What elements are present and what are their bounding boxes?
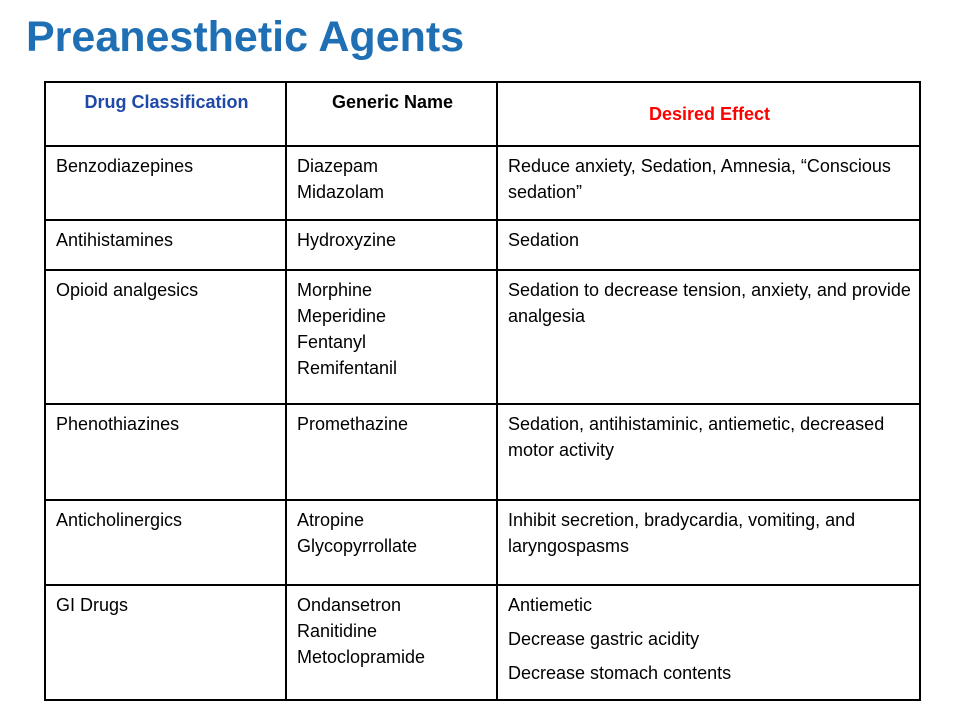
drug-classification-text: Antihistamines xyxy=(56,230,174,250)
desired-effect-cell xyxy=(497,585,920,700)
drug-classification-cell xyxy=(45,500,286,585)
header-drug-classification: Drug Classification xyxy=(45,82,286,146)
table-row xyxy=(45,500,920,585)
desired-effect-cell xyxy=(497,220,920,270)
generic-name-text: Promethazine xyxy=(297,414,409,434)
generic-name-cell xyxy=(286,500,497,585)
desired-effect-cell xyxy=(497,404,920,500)
drug-classification-cell xyxy=(45,270,286,404)
header-desired-effect: Desired Effect xyxy=(497,82,920,146)
generic-name-text: Remifentanil xyxy=(297,358,398,378)
desired-effect-text: Inhibit secretion, bradycardia, vomiting, and laryngospasms xyxy=(508,510,856,556)
generic-name-text: Morphine xyxy=(297,280,373,300)
drug-classification-text: GI Drugs xyxy=(56,595,129,615)
table-row xyxy=(45,585,920,700)
generic-name-text: Diazepam xyxy=(297,156,379,176)
generic-name-text: Metoclopramide xyxy=(297,647,426,667)
generic-name-text: Ranitidine xyxy=(297,621,378,641)
drug-classification-text: Anticholinergics xyxy=(56,510,183,530)
drug-classification-text: Opioid analgesics xyxy=(56,280,199,300)
desired-effect-text: Antiemetic xyxy=(508,595,593,615)
table-row xyxy=(45,270,920,404)
table-row xyxy=(45,404,920,500)
desired-effect-text: Sedation to decrease tension, anxiety, and provide analgesia xyxy=(508,280,911,326)
drug-classification-cell xyxy=(45,404,286,500)
generic-name-cell xyxy=(286,404,497,500)
header-generic-name: Generic Name xyxy=(286,82,497,146)
table-row xyxy=(45,146,920,220)
generic-name-text: Ondansetron xyxy=(297,595,402,615)
generic-name-cell xyxy=(286,220,497,270)
generic-name-cell xyxy=(286,585,497,700)
generic-name-text: Meperidine xyxy=(297,306,387,326)
desired-effect-cell xyxy=(497,146,920,220)
drug-classification-cell xyxy=(45,585,286,700)
desired-effect-text: Sedation xyxy=(508,230,580,250)
desired-effect-cell xyxy=(497,270,920,404)
generic-name-text: Midazolam xyxy=(297,182,385,202)
generic-name-text: Glycopyrrollate xyxy=(297,536,418,556)
desired-effect-cell xyxy=(497,500,920,585)
slide-title: Preanesthetic Agents xyxy=(26,13,465,61)
generic-name-cell xyxy=(286,270,497,404)
generic-name-text: Atropine xyxy=(297,510,365,530)
drug-classification-cell xyxy=(45,146,286,220)
preanesthetic-agents-table xyxy=(44,81,921,701)
drug-classification-text: Benzodiazepines xyxy=(56,156,194,176)
desired-effect-text: Decrease stomach contents xyxy=(508,663,732,683)
desired-effect-text: Reduce anxiety, Sedation, Amnesia, “Conscious sedation” xyxy=(508,156,891,202)
generic-name-cell xyxy=(286,146,497,220)
generic-name-text: Fentanyl xyxy=(297,332,367,352)
desired-effect-text: Sedation, antihistaminic, antiemetic, decreased motor activity xyxy=(508,414,885,460)
drug-classification-text: Phenothiazines xyxy=(56,414,180,434)
drug-classification-cell xyxy=(45,220,286,270)
desired-effect-text: Decrease gastric acidity xyxy=(508,629,700,649)
table-header-row xyxy=(45,82,920,146)
generic-name-text: Hydroxyzine xyxy=(297,230,397,250)
table-row xyxy=(45,220,920,270)
